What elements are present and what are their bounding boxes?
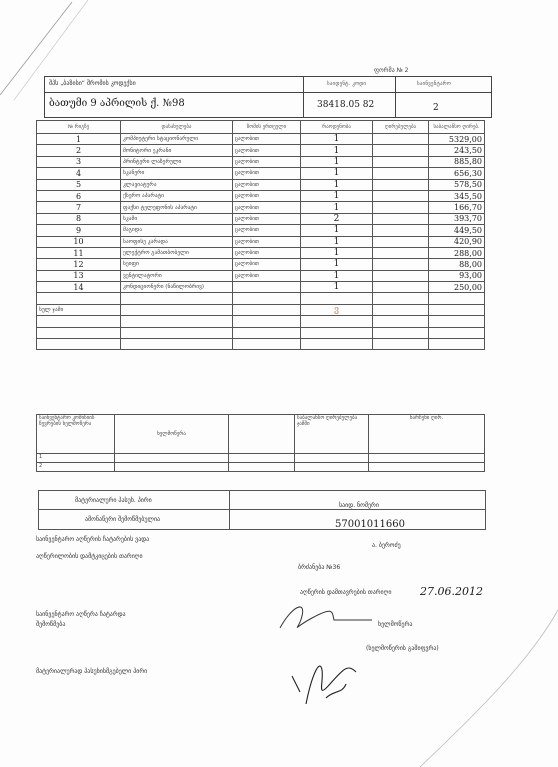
col-header-cost: ღირებულება <box>373 121 429 134</box>
table-row <box>37 236 485 247</box>
table-row <box>37 156 485 167</box>
row-price: 885,80 <box>429 156 485 167</box>
count-label: საინვენტარო <box>417 81 451 87</box>
footer-line2: აღწერილობის დამტკიცების თარიღი <box>36 553 143 560</box>
summary-right-top: საიდ. ნომერი <box>339 502 379 509</box>
table-row <box>37 145 485 156</box>
commission-header-row <box>37 415 485 454</box>
row-unit: ცალობით <box>233 236 301 247</box>
row-name: საოფისე კარადა <box>121 236 233 247</box>
row-price: 393,70 <box>429 213 485 224</box>
footer-date-value: 27.06.2012 <box>420 585 483 598</box>
commission-row-num: 2 <box>37 463 115 472</box>
row-num: 13 <box>37 270 121 281</box>
row-qty: 1 <box>301 270 373 281</box>
row-qty: 1 <box>301 134 373 145</box>
row-cost <box>373 134 429 145</box>
table-row <box>37 259 485 270</box>
row-price: 5329,00 <box>429 134 485 145</box>
table-row <box>37 293 485 304</box>
row-name: ქსერო აპარატი <box>121 190 233 201</box>
row-qty: 1 <box>301 156 373 167</box>
table-row <box>37 134 485 145</box>
row-price: 345,50 <box>429 190 485 201</box>
location-text: ბათუმი 9 აპრილის ქ. №98 <box>49 98 185 109</box>
row-unit: ცალობით <box>233 190 301 201</box>
row-unit: ცალობით <box>233 259 301 270</box>
footer-right-line: ბრძანება №36 <box>298 564 341 571</box>
commission-table <box>36 414 485 472</box>
header-code-cell <box>303 77 396 117</box>
row-cost <box>373 247 429 258</box>
table-row <box>37 247 485 258</box>
row-name: კონდიციონერი (ნაწილობრივ) <box>121 282 233 293</box>
count-value: 2 <box>433 103 439 113</box>
row-cost <box>373 190 429 201</box>
col-header-num: № რიგზე <box>37 121 121 134</box>
row-name: სეიფი <box>121 259 233 270</box>
commission-header-right1: საბალანსო ღირებულება ჯამში <box>295 415 369 454</box>
row-unit: ცალობით <box>233 225 301 236</box>
footer-left-block: საინვენტარო აღწერა ჩატარდა შემოწმება <box>36 611 126 628</box>
footer-name-right: ა. ბეროძე <box>372 542 401 549</box>
code-label: საიდენტ. კოდი <box>327 81 367 87</box>
row-name: ელექტრო გამათბობელი <box>121 247 233 258</box>
row-num: 2 <box>37 145 121 156</box>
row-num: 12 <box>37 259 121 270</box>
table-row <box>37 168 485 179</box>
row-cost <box>373 213 429 224</box>
summary-box <box>38 490 486 530</box>
row-cost <box>373 168 429 179</box>
table-row <box>37 190 485 201</box>
org-label: შპს „ბაზისი“ შრომის კოდექსი <box>49 80 136 87</box>
commission-header-mid: ხელმოწერა <box>115 415 229 454</box>
row-num: 1 <box>37 134 121 145</box>
row-qty: 1 <box>301 168 373 179</box>
footer-sign-caption: (ხელმოწერის გაშიფვრა) <box>366 645 439 652</box>
row-price: 656,30 <box>429 168 485 179</box>
row-name: მაგიდა <box>121 225 233 236</box>
table-row <box>37 202 485 213</box>
row-qty: 1 <box>301 190 373 201</box>
row-price: 93,00 <box>429 270 485 281</box>
row-unit: ცალობით <box>233 179 301 190</box>
table-row <box>37 339 485 350</box>
summary-left-top: მატერიალური პასუხ. პირი <box>75 497 152 504</box>
commission-header-right2: ნარჩენი ღირ. <box>369 415 485 454</box>
row-name: პრინტერი ლაზერული <box>121 156 233 167</box>
row-num: 8 <box>37 213 121 224</box>
row-unit: ცალობით <box>233 270 301 281</box>
table-row <box>37 270 485 281</box>
row-cost <box>373 270 429 281</box>
total-label: სულ ჯამი <box>37 304 121 315</box>
row-name: კომპიუტერი სტაციონარული <box>121 134 233 145</box>
row-name: მონიტორი ეკრანი <box>121 145 233 156</box>
footer-date-label: აღწერის დამთავრების თარიღი <box>300 589 392 596</box>
row-unit: ცალობით <box>233 134 301 145</box>
table-row <box>37 179 485 190</box>
total-row <box>37 304 485 315</box>
row-cost <box>373 282 429 293</box>
commission-row <box>37 463 485 472</box>
table-row <box>37 316 485 327</box>
col-header-total: საბალანსო ღირებ. <box>429 121 485 134</box>
inventory-table <box>36 120 485 350</box>
document-header <box>44 76 492 118</box>
row-num: 9 <box>37 225 121 236</box>
row-name: ვენტილატორი <box>121 270 233 281</box>
row-unit: ცალობით <box>233 168 301 179</box>
row-unit: ცალობით <box>233 156 301 167</box>
row-unit: ცალობით <box>233 213 301 224</box>
table-header-row <box>37 121 485 134</box>
row-cost <box>373 259 429 270</box>
footer-sign-label: ხელმოწერა <box>378 621 413 628</box>
row-qty: 2 <box>301 213 373 224</box>
commission-row <box>37 454 485 463</box>
signature-scribble <box>286 654 366 714</box>
form-number: ფორმა № 2 <box>374 67 409 74</box>
footer-bottom-label: მატერიალურად პასუხისმგებელი პირი <box>36 668 148 675</box>
row-price: 578,50 <box>429 179 485 190</box>
row-price: 243,50 <box>429 145 485 156</box>
row-num: 11 <box>37 247 121 258</box>
row-qty: 1 <box>301 259 373 270</box>
row-cost <box>373 179 429 190</box>
row-qty: 1 <box>301 282 373 293</box>
summary-right-value: 57001011660 <box>335 519 405 530</box>
commission-row-num: 1 <box>37 454 115 463</box>
row-num: 5 <box>37 179 121 190</box>
row-name: კლავიატურა <box>121 179 233 190</box>
header-count-cell <box>395 77 491 117</box>
header-org-cell <box>45 77 304 117</box>
col-header-name: დასახელება <box>121 121 233 134</box>
table-row <box>37 327 485 338</box>
row-name: სკანერი <box>121 168 233 179</box>
row-num: 7 <box>37 202 121 213</box>
paper-curl <box>420 600 558 767</box>
row-qty: 1 <box>301 247 373 258</box>
row-num: 10 <box>37 236 121 247</box>
row-qty: 1 <box>301 202 373 213</box>
summary-left-bottom: ამონაწერი შემოწმებულია <box>85 516 161 523</box>
footer-line1: საინვენტარო აღწერის ჩატარების ვადა <box>36 536 150 543</box>
row-cost <box>373 156 429 167</box>
row-unit: ცალობით <box>233 145 301 156</box>
row-cost <box>373 202 429 213</box>
row-price: 288,00 <box>429 247 485 258</box>
row-unit: ცალობით <box>233 202 301 213</box>
row-cost <box>373 145 429 156</box>
row-num: 3 <box>37 156 121 167</box>
row-name: ფაქსი ტელეფონის აპარატი <box>121 202 233 213</box>
row-num: 4 <box>37 168 121 179</box>
row-name: სკამი <box>121 213 233 224</box>
row-qty: 1 <box>301 225 373 236</box>
table-row <box>37 282 485 293</box>
row-price: 88,00 <box>429 259 485 270</box>
row-num: 14 <box>37 282 121 293</box>
row-price: 449,50 <box>429 225 485 236</box>
code-value: 38418.05 82 <box>317 100 375 110</box>
col-header-qty: რაოდენობა <box>301 121 373 134</box>
row-qty: 1 <box>301 236 373 247</box>
table-row <box>37 213 485 224</box>
commission-header-left: საინვენტარო კომისიის წევრების ხელმოწერა <box>37 415 115 454</box>
row-price: 166,70 <box>429 202 485 213</box>
signature-scribble <box>272 596 382 636</box>
row-unit <box>233 282 301 293</box>
table-row <box>37 225 485 236</box>
row-qty: 1 <box>301 179 373 190</box>
row-qty: 1 <box>301 145 373 156</box>
row-num: 6 <box>37 190 121 201</box>
row-unit: ცალობით <box>233 247 301 258</box>
row-price: 420,90 <box>429 236 485 247</box>
row-price: 250,00 <box>429 282 485 293</box>
col-header-unit: ზომის ერთეული <box>233 121 301 134</box>
row-cost <box>373 225 429 236</box>
total-mark: ვ <box>301 304 373 315</box>
row-cost <box>373 236 429 247</box>
